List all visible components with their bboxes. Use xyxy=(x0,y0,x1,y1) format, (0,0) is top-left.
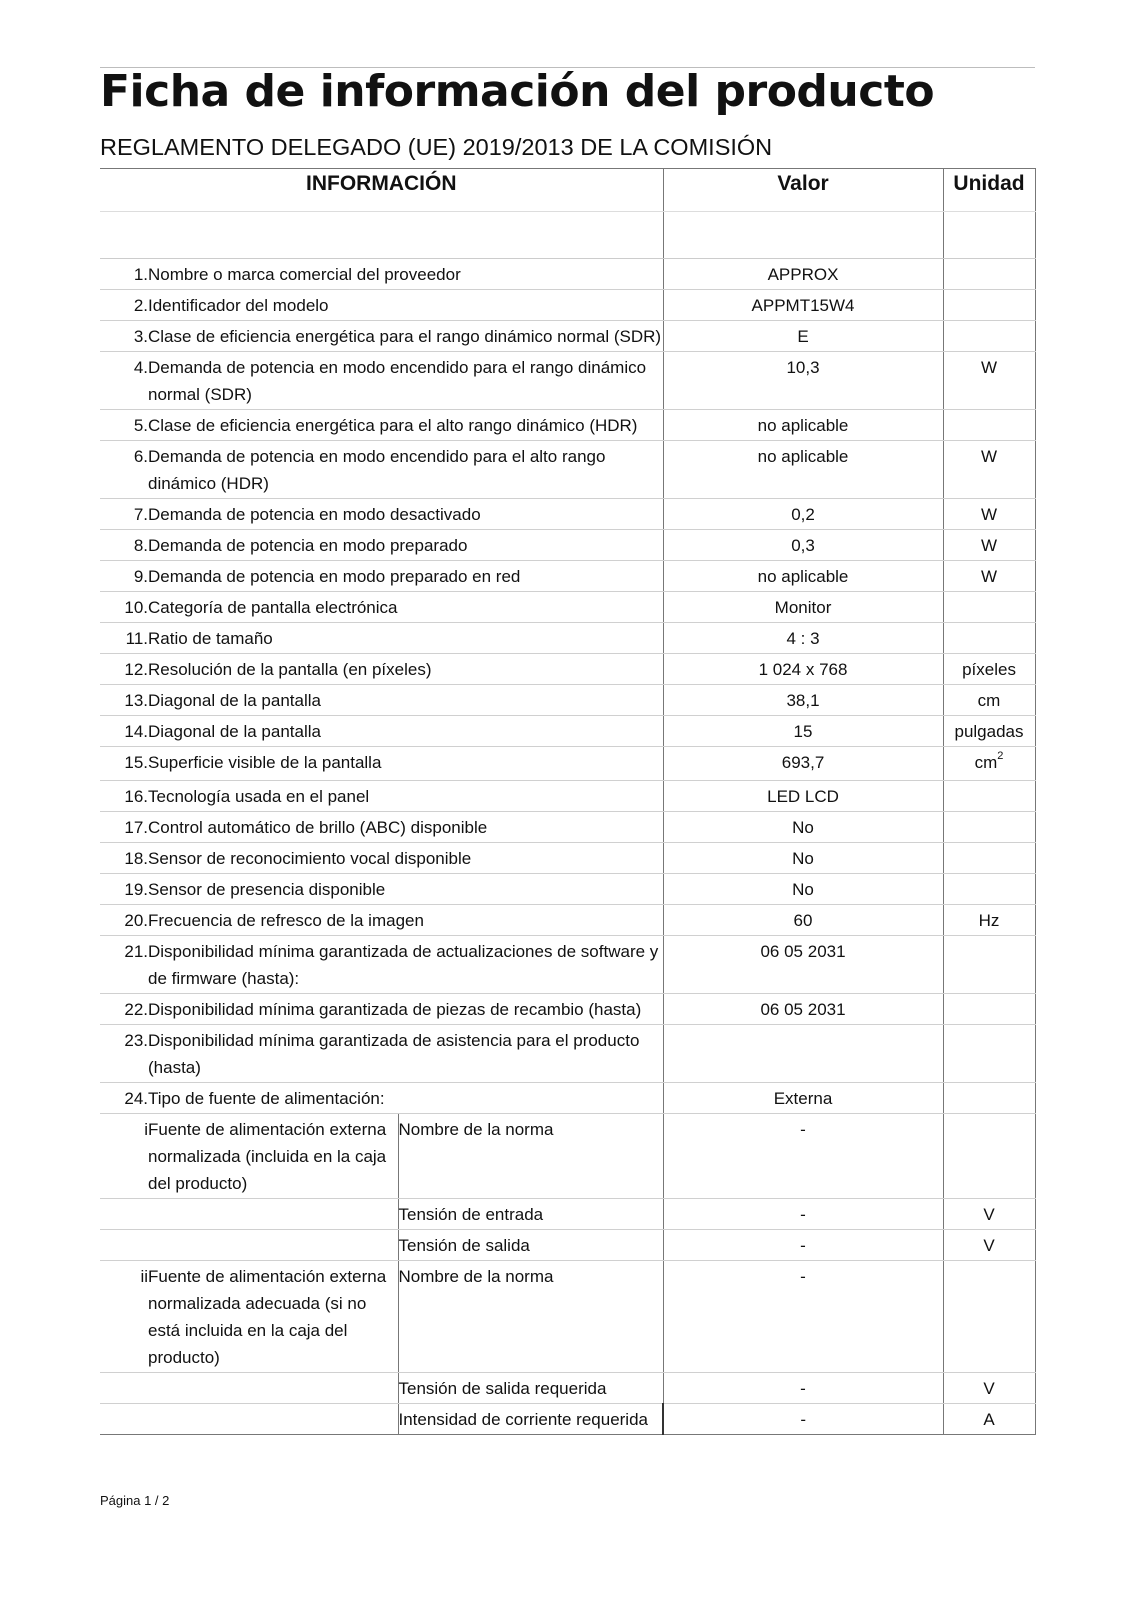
table-row xyxy=(100,352,1035,410)
row-number: 20. xyxy=(100,905,148,936)
empty-cell xyxy=(148,1230,398,1261)
row-unit-text: W xyxy=(980,447,998,466)
row-unit xyxy=(943,1083,1035,1114)
row-number: 8. xyxy=(100,530,148,561)
row-unit xyxy=(943,936,1035,994)
row-number: 3. xyxy=(100,321,148,352)
row-number: 16. xyxy=(100,781,148,812)
row-unit-text: W xyxy=(980,505,998,524)
table-row xyxy=(100,994,1035,1025)
row-value: 60 xyxy=(663,905,943,936)
row-label: Demanda de potencia en modo preparado xyxy=(148,530,663,561)
table-row xyxy=(100,410,1035,441)
row-value: 0,2 xyxy=(663,499,943,530)
row-value: 10,3 xyxy=(663,352,943,410)
power-supply-row xyxy=(100,1199,1035,1230)
power-supply-param: Intensidad de corriente requerida xyxy=(398,1404,663,1435)
row-unit xyxy=(943,561,1035,592)
table-row xyxy=(100,812,1035,843)
table-row xyxy=(100,747,1035,781)
power-supply-number: i xyxy=(100,1114,148,1199)
row-label: Demanda de potencia en modo encendido para el rango dinámico normal (SDR) xyxy=(148,352,663,410)
row-value: E xyxy=(663,321,943,352)
header-info: INFORMACIÓN xyxy=(100,169,663,212)
row-label: Diagonal de la pantalla xyxy=(148,685,663,716)
row-unit xyxy=(943,290,1035,321)
table-row xyxy=(100,843,1035,874)
power-supply-param: Tensión de entrada xyxy=(398,1199,663,1230)
row-value: 15 xyxy=(663,716,943,747)
page-title: Ficha de información del producto xyxy=(100,66,935,117)
row-unit xyxy=(943,654,1035,685)
power-supply-row xyxy=(100,1114,1035,1199)
row-label: Diagonal de la pantalla xyxy=(148,716,663,747)
empty-cell xyxy=(100,1404,148,1435)
power-supply-type: Fuente de alimentación externa normalizada (incluida en la caja del producto) xyxy=(148,1114,398,1199)
row-number: 24. xyxy=(100,1083,148,1114)
row-number: 22. xyxy=(100,994,148,1025)
row-label: Identificador del modelo xyxy=(148,290,663,321)
power-supply-param: Tensión de salida xyxy=(398,1230,663,1261)
header-value: Valor xyxy=(663,169,943,212)
empty-cell xyxy=(148,1404,398,1435)
power-supply-param: Nombre de la norma xyxy=(398,1261,663,1373)
row-value: no aplicable xyxy=(663,441,943,499)
table-row xyxy=(100,1083,1035,1114)
power-supply-unit: V xyxy=(943,1199,1035,1230)
row-label: Sensor de reconocimiento vocal disponible xyxy=(148,843,663,874)
row-unit-text: cm xyxy=(974,753,998,772)
product-info-table xyxy=(100,168,1036,1435)
row-label: Control automático de brillo (ABC) disponible xyxy=(148,812,663,843)
power-supply-value: - xyxy=(663,1373,943,1404)
row-unit xyxy=(943,499,1035,530)
row-number: 6. xyxy=(100,441,148,499)
power-supply-number: ii xyxy=(100,1261,148,1373)
table-row xyxy=(100,441,1035,499)
power-supply-type: Fuente de alimentación externa normalizada adecuada (si no está incluida en la caja del producto) xyxy=(148,1261,398,1373)
row-number: 15. xyxy=(100,747,148,781)
power-supply-value: - xyxy=(663,1261,943,1373)
table-row xyxy=(100,685,1035,716)
row-label: Disponibilidad mínima garantizada de asistencia para el producto (hasta) xyxy=(148,1025,663,1083)
row-value: no aplicable xyxy=(663,561,943,592)
table-row xyxy=(100,530,1035,561)
row-value: No xyxy=(663,874,943,905)
row-unit xyxy=(943,781,1035,812)
table-row xyxy=(100,592,1035,623)
table-row xyxy=(100,654,1035,685)
row-label: Nombre o marca comercial del proveedor xyxy=(148,259,663,290)
row-number: 2. xyxy=(100,290,148,321)
row-value: LED LCD xyxy=(663,781,943,812)
row-value: Externa xyxy=(663,1083,943,1114)
row-unit-text: Hz xyxy=(978,911,1000,930)
empty-cell xyxy=(100,1230,148,1261)
row-number: 21. xyxy=(100,936,148,994)
row-unit-text: pulgadas xyxy=(954,722,1024,741)
row-unit xyxy=(943,410,1035,441)
table-row xyxy=(100,561,1035,592)
row-number: 5. xyxy=(100,410,148,441)
row-label: Ratio de tamaño xyxy=(148,623,663,654)
unit-superscript: 2 xyxy=(997,750,1004,762)
row-label: Disponibilidad mínima garantizada de piezas de recambio (hasta) xyxy=(148,994,663,1025)
row-number: 7. xyxy=(100,499,148,530)
table-row xyxy=(100,874,1035,905)
row-value: 06 05 2031 xyxy=(663,994,943,1025)
row-value: 693,7 xyxy=(663,747,943,781)
empty-cell xyxy=(100,1373,148,1404)
empty-cell xyxy=(148,1373,398,1404)
row-label: Demanda de potencia en modo preparado en red xyxy=(148,561,663,592)
table-row xyxy=(100,623,1035,654)
row-number: 9. xyxy=(100,561,148,592)
table-row xyxy=(100,781,1035,812)
row-unit xyxy=(943,352,1035,410)
table-header-row xyxy=(100,169,1035,212)
row-label: Clase de eficiencia energética para el alto rango dinámico (HDR) xyxy=(148,410,663,441)
row-value: 0,3 xyxy=(663,530,943,561)
row-number: 12. xyxy=(100,654,148,685)
row-number: 14. xyxy=(100,716,148,747)
table-row xyxy=(100,499,1035,530)
table-row xyxy=(100,905,1035,936)
row-label: Frecuencia de refresco de la imagen xyxy=(148,905,663,936)
power-supply-unit: V xyxy=(943,1230,1035,1261)
empty-cell xyxy=(100,1199,148,1230)
header-spacer-row xyxy=(100,212,1035,259)
power-supply-value: - xyxy=(663,1114,943,1199)
row-unit-text: W xyxy=(980,358,998,377)
row-unit xyxy=(943,747,1035,781)
row-value: no aplicable xyxy=(663,410,943,441)
row-value: Monitor xyxy=(663,592,943,623)
row-label: Categoría de pantalla electrónica xyxy=(148,592,663,623)
row-label: Tipo de fuente de alimentación: xyxy=(148,1083,663,1114)
empty-cell xyxy=(148,1199,398,1230)
power-supply-unit xyxy=(943,1261,1035,1373)
row-label: Disponibilidad mínima garantizada de actualizaciones de software y de firmware (hasta): xyxy=(148,936,663,994)
row-unit xyxy=(943,592,1035,623)
row-label: Clase de eficiencia energética para el rango dinámico normal (SDR) xyxy=(148,321,663,352)
table-row xyxy=(100,259,1035,290)
table-row xyxy=(100,716,1035,747)
row-unit-text: cm xyxy=(977,691,1001,710)
row-number: 23. xyxy=(100,1025,148,1083)
row-label: Demanda de potencia en modo desactivado xyxy=(148,499,663,530)
row-number: 10. xyxy=(100,592,148,623)
table-row xyxy=(100,1025,1035,1083)
row-unit xyxy=(943,321,1035,352)
row-unit-text: W xyxy=(980,536,998,555)
row-number: 18. xyxy=(100,843,148,874)
row-value: 06 05 2031 xyxy=(663,936,943,994)
row-value: 1 024 x 768 xyxy=(663,654,943,685)
power-supply-param: Tensión de salida requerida xyxy=(398,1373,663,1404)
row-unit xyxy=(943,843,1035,874)
row-label: Superficie visible de la pantalla xyxy=(148,747,663,781)
row-value: APPMT15W4 xyxy=(663,290,943,321)
row-number: 17. xyxy=(100,812,148,843)
row-unit-text: píxeles xyxy=(962,660,1016,679)
power-supply-unit xyxy=(943,1114,1035,1199)
row-label: Resolución de la pantalla (en píxeles) xyxy=(148,654,663,685)
row-value: No xyxy=(663,812,943,843)
row-number: 4. xyxy=(100,352,148,410)
row-label: Sensor de presencia disponible xyxy=(148,874,663,905)
power-supply-row xyxy=(100,1261,1035,1373)
row-unit xyxy=(943,716,1035,747)
row-unit xyxy=(943,259,1035,290)
row-value xyxy=(663,1025,943,1083)
power-supply-row xyxy=(100,1230,1035,1261)
table-row xyxy=(100,290,1035,321)
row-unit xyxy=(943,874,1035,905)
row-unit xyxy=(943,441,1035,499)
power-supply-value: - xyxy=(663,1230,943,1261)
row-number: 11. xyxy=(100,623,148,654)
page-footer: Página 1 / 2 xyxy=(100,1493,170,1508)
row-unit xyxy=(943,905,1035,936)
power-supply-row xyxy=(100,1373,1035,1404)
row-unit xyxy=(943,685,1035,716)
power-supply-value: - xyxy=(663,1199,943,1230)
power-supply-unit: V xyxy=(943,1373,1035,1404)
row-unit-text: W xyxy=(980,567,998,586)
power-supply-param: Nombre de la norma xyxy=(398,1114,663,1199)
power-supply-unit: A xyxy=(943,1404,1035,1435)
row-number: 1. xyxy=(100,259,148,290)
row-label: Demanda de potencia en modo encendido para el alto rango dinámico (HDR) xyxy=(148,441,663,499)
row-unit xyxy=(943,1025,1035,1083)
row-unit xyxy=(943,994,1035,1025)
table-row xyxy=(100,936,1035,994)
row-unit xyxy=(943,623,1035,654)
power-supply-value: - xyxy=(663,1404,943,1435)
row-label: Tecnología usada en el panel xyxy=(148,781,663,812)
row-value: 38,1 xyxy=(663,685,943,716)
row-value: No xyxy=(663,843,943,874)
page-subtitle: REGLAMENTO DELEGADO (UE) 2019/2013 DE LA COMISIÓN xyxy=(100,134,773,160)
row-value: 4 : 3 xyxy=(663,623,943,654)
row-number: 13. xyxy=(100,685,148,716)
row-number: 19. xyxy=(100,874,148,905)
header-unit: Unidad xyxy=(943,169,1035,212)
row-unit xyxy=(943,812,1035,843)
row-value: APPROX xyxy=(663,259,943,290)
power-supply-row xyxy=(100,1404,1035,1435)
table-row xyxy=(100,321,1035,352)
row-unit xyxy=(943,530,1035,561)
